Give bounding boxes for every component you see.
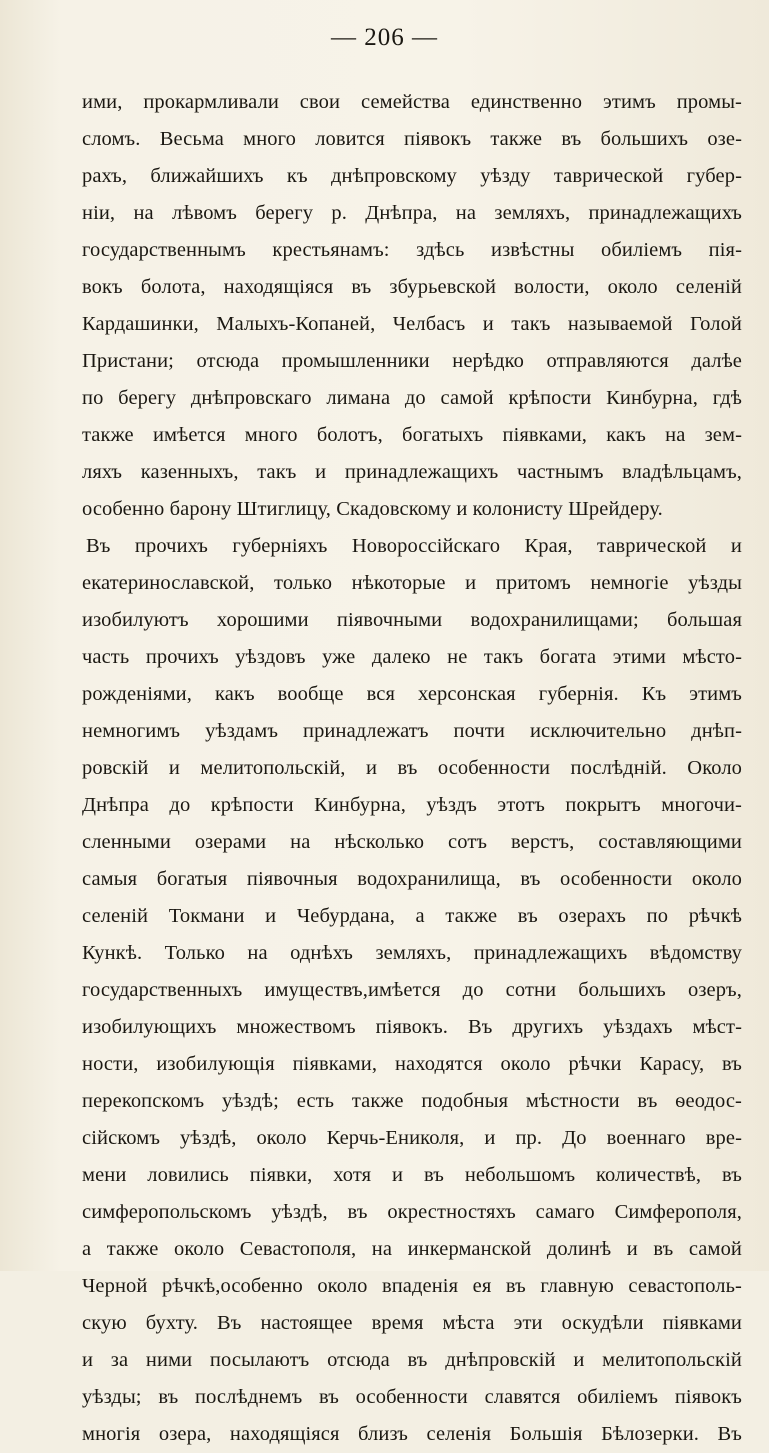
text-line: екатеринославской, только нѣкоторые и притомъ немногiе уѣзды xyxy=(82,572,742,594)
text-line: Днѣпра до крѣпости Кинбурна, уѣздъ этотъ покрытъ многочи- xyxy=(82,794,742,816)
text-line: государственнымъ крестьянамъ: здѣсь извѣстны обилiемъ пiя- xyxy=(82,239,742,261)
text-line: сленными озерами на нѣсколько сотъ верстъ, составляющими xyxy=(82,831,742,853)
text-line: нiи, на лѣвомъ берегу р. Днѣпра, на земляхъ, принадлежащихъ xyxy=(82,202,742,224)
text-line: Кардашинки, Малыхъ-Копаней, Челбасъ и такъ называемой Голой xyxy=(82,313,742,335)
text-line-paragraph-start: Въ прочихъ губернiяхъ Новороссiйскаго Края, таврической и xyxy=(86,535,742,557)
text-line: сломъ. Весьма много ловится пiявокъ также въ большихъ озе- xyxy=(82,128,742,150)
text-line: ими, прокармливали свои семейства единственно этимъ промы- xyxy=(82,91,742,113)
text-line: вокъ болота, находящiяся въ збурьевской волости, около селенiй xyxy=(82,276,742,298)
text-line: перекопскомъ уѣздѣ; есть также подобныя мѣстности въ ѳеодос- xyxy=(82,1090,742,1112)
text-line: рожденiями, какъ вообще вся херсонская губернiя. Къ этимъ xyxy=(82,683,742,705)
text-line: немногимъ уѣздамъ принадлежатъ почти исключительно днѣп- xyxy=(82,720,742,742)
text-line: ляхъ казенныхъ, такъ и принадлежащихъ частнымъ владѣльцамъ, xyxy=(82,461,742,483)
text-line: часть прочихъ уѣздовъ уже далеко не такъ богата этими мѣсто- xyxy=(82,646,742,668)
text-line: ровскiй и мелитопольскiй, и въ особенности послѣднiй. Около xyxy=(82,757,742,779)
text-line: уѣзды; въ послѣднемъ въ особенности славятся обилiемъ пiявокъ xyxy=(82,1386,742,1408)
text-line: самыя богатыя пiявочныя водохранилища, въ особенности около xyxy=(82,868,742,890)
text-line: селенiй Токмани и Чебурдана, а также въ озерахъ по рѣчкѣ xyxy=(82,905,742,927)
text-line: Пристани; отсюда промышленники нерѣдко отправляются далѣе xyxy=(82,350,742,372)
text-line: многiя озера, находящiяся близъ селенiя Большiя Бѣлозерки. Въ xyxy=(82,1423,742,1445)
text-line: изобилуютъ хорошими пiявочными водохранилищами; большая xyxy=(82,609,742,631)
body-text xyxy=(82,84,742,1453)
text-line: также имѣется много болотъ, богатыхъ пiявками, какъ на зем- xyxy=(82,424,742,446)
text-line: особенно барону Штиглицу, Скадовскому и колонисту Шрейдеру. xyxy=(82,498,663,520)
text-line: а также около Севастополя, на инкерманской долинѣ и въ самой xyxy=(82,1238,742,1260)
text-line: сiйскомъ уѣздѣ, около Керчь-Ениколя, и пр. До военнаго вре- xyxy=(82,1127,742,1149)
text-line: мени ловились пiявки, хотя и въ небольшомъ количествѣ, въ xyxy=(82,1164,742,1186)
text-line: и за ними посылаютъ отсюда въ днѣпровскiй и мелитопольскiй xyxy=(82,1349,742,1371)
page-number: — 206 — xyxy=(331,24,438,51)
text-line: ности, изобилующiя пiявками, находятся около рѣчки Карасу, въ xyxy=(82,1053,742,1075)
text-line: Кункѣ. Только на однѣхъ земляхъ, принадлежащихъ вѣдомству xyxy=(82,942,742,964)
text-line: Черной рѣчкѣ,особенно около впаденiя ея въ главную севастополь- xyxy=(82,1275,742,1297)
text-line: рахъ, ближайшихъ къ днѣпровскому уѣзду таврической губер- xyxy=(82,165,742,187)
text-line: по берегу днѣпровскаго лимана до самой крѣпости Кинбурна, гдѣ xyxy=(82,387,742,409)
text-line: симферопольскомъ уѣздѣ, въ окрестностяхъ самаго Симферополя, xyxy=(82,1201,742,1223)
text-line: государственныхъ имуществъ,имѣется до сотни большихъ озеръ, xyxy=(82,979,742,1001)
text-line: изобилующихъ множествомъ пiявокъ. Въ другихъ уѣздахъ мѣст- xyxy=(82,1016,742,1038)
text-line: скую бухту. Въ настоящее время мѣста эти оскудѣли пiявками xyxy=(82,1312,742,1334)
